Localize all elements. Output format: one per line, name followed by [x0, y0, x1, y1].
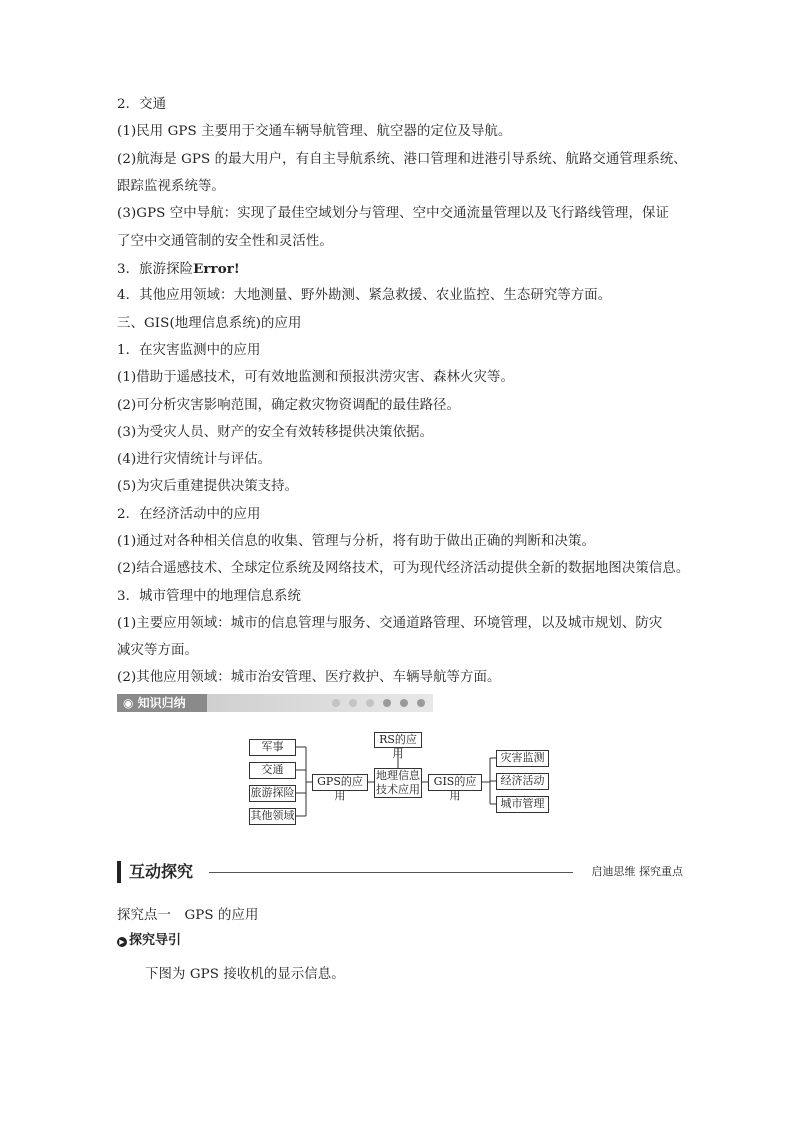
paragraph: (3)为受灾人员、财产的安全有效转移提供决策依据。: [117, 425, 434, 440]
paragraph: (1)民用 GPS 主要用于交通车辆导航管理、航空器的定位及导航。: [117, 124, 512, 139]
diagram-box-economy: 经济活动: [496, 773, 549, 790]
diagram-box-center: [374, 768, 422, 798]
heading-disaster: 1．在灾害监测中的应用: [117, 343, 261, 358]
paragraph: (1)主要应用领域：城市的信息管理与服务、交通道路管理、环境管理，以及城市规划、防灾: [117, 616, 663, 631]
paragraph: (2)结合遥感技术、全球定位系统及网络技术，可为现代经济活动提供全新的数据地图决策信息。: [117, 561, 690, 576]
heading-tourism: [117, 259, 683, 280]
heading-traffic: 2．交通: [117, 97, 167, 112]
diagram-box-gps: GPS的应用: [312, 774, 368, 791]
paragraph: 了空中交通管制的安全性和灵活性。: [117, 234, 333, 249]
diagram-box-city: 城市管理: [496, 796, 549, 813]
paragraph: (1)通过对各种相关信息的收集、管理与分析，将有助于做出正确的判断和决策。: [117, 534, 595, 549]
heading-economy: 2．在经济活动中的应用: [117, 507, 261, 522]
guide-heading: [117, 932, 181, 950]
intro-paragraph: 下图为 GPS 接收机的显示信息。: [145, 967, 345, 982]
paragraph: 4．其他应用领域：大地测量、野外勘测、紧急救援、农业监控、生态研究等方面。: [117, 288, 612, 303]
center-line-1: 地理信息: [376, 769, 420, 782]
diagram-box-disaster: 灾害监测: [496, 750, 549, 767]
paragraph: (2)航海是 GPS 的最大用户，有自主导航系统、港口管理和进港引导系统、航路交通管理系统、: [117, 152, 687, 167]
section-title: 互动探究: [129, 862, 194, 881]
center-line-2: 技术应用: [376, 783, 420, 796]
section-rule: [209, 872, 573, 873]
paragraph: (1)借助于遥感技术，可有效地监测和预报洪涝灾害、森林火灾等。: [117, 370, 515, 385]
heading-city: 3．城市管理中的地理信息系统: [117, 589, 301, 604]
diagram-box-gis: GIS的应用: [428, 774, 482, 791]
decorative-dots: [332, 699, 425, 707]
diagram-box-traffic: 交通: [249, 762, 296, 779]
section-header: [117, 859, 683, 885]
paragraph: 跟踪监视系统等。: [117, 179, 225, 194]
guide-label: 探究导引: [129, 933, 182, 948]
dot-icon: [366, 699, 374, 707]
paragraph: (5)为灾后重建提供决策支持。: [117, 479, 299, 494]
dot-icon: [332, 699, 340, 707]
heading-text: 3．旅游探险: [117, 262, 194, 277]
dot-icon: [349, 699, 357, 707]
section-subtitle: 启迪思维 探究重点: [591, 865, 683, 878]
dot-icon: [417, 699, 425, 707]
concept-diagram: [240, 728, 560, 828]
paragraph: (4)进行灾情统计与评估。: [117, 452, 272, 467]
topic-heading: 探究点一 GPS 的应用: [117, 908, 259, 923]
diagram-box-tourism: 旅游探险: [249, 785, 296, 802]
section-marker: [117, 861, 121, 883]
section-heading-gis: 三、GIS(地理信息系统)的应用: [117, 316, 302, 331]
knowledge-summary-bar: [117, 694, 433, 712]
paragraph: 减灾等方面。: [117, 643, 198, 658]
error-text: Error!: [193, 261, 240, 277]
diagram-box-rs: RS的应用: [374, 732, 422, 748]
diagram-box-other: 其他领域: [249, 808, 296, 825]
dot-icon: [400, 699, 408, 707]
paragraph: (2)可分析灾害影响范围，确定救灾物资调配的最佳路径。: [117, 398, 461, 413]
play-icon: ▶: [117, 937, 127, 947]
paragraph: (2)其他应用领域：城市治安管理、医疗救护、车辆导航等方面。: [117, 670, 501, 685]
dot-icon: [383, 699, 391, 707]
diagram-box-military: 军事: [249, 739, 296, 756]
paragraph: (3)GPS 空中导航：实现了最佳空域划分与管理、空中交通流量管理以及飞行路线管理，保证: [117, 206, 669, 221]
knowledge-summary-title: ◉ 知识归纳: [123, 696, 186, 710]
